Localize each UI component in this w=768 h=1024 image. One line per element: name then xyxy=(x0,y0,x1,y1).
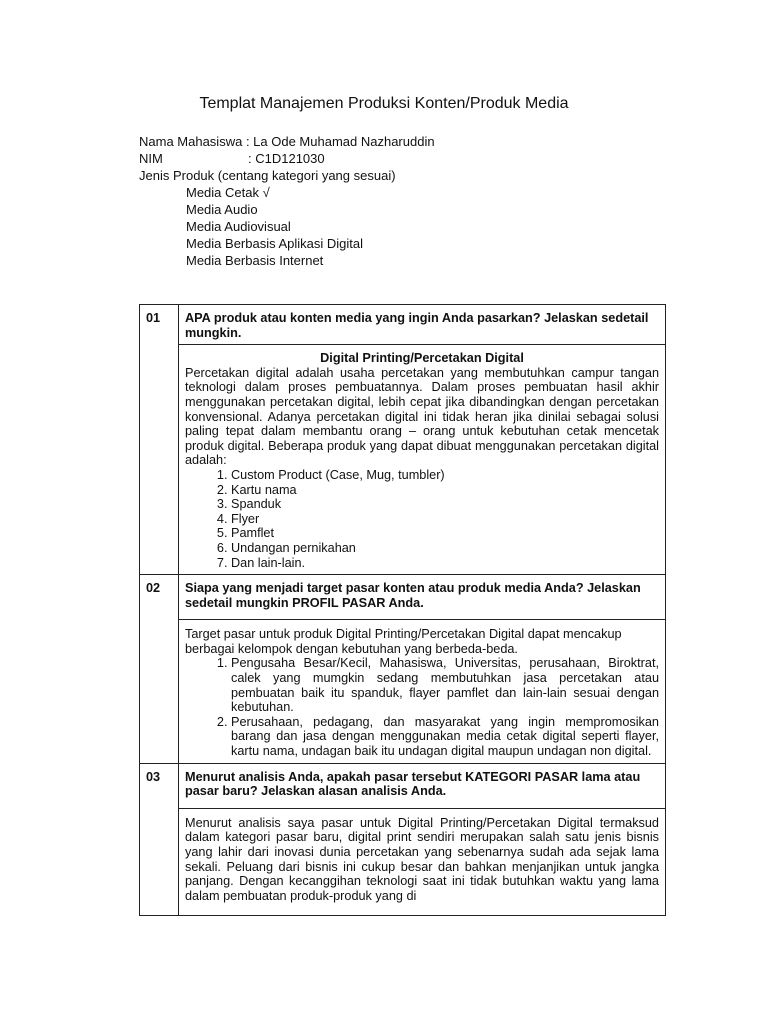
product-list xyxy=(185,468,659,570)
nim-label: NIM xyxy=(139,151,163,166)
list-item: 4. Flyer xyxy=(231,512,659,527)
category-media-cetak: Media Cetak √ xyxy=(186,185,270,200)
section-question: Menurut analisis Anda, apakah pasar tersebut KATEGORI PASAR lama atau pasar baru? Jelaskan alasan analisis Anda. xyxy=(179,763,666,808)
table-row xyxy=(140,763,666,808)
name-label: Nama Mahasiswa xyxy=(139,134,243,149)
list-item: 3. Spanduk xyxy=(231,497,659,512)
category-media-internet: Media Berbasis Internet xyxy=(186,253,324,268)
section-answer xyxy=(179,345,666,575)
table-row xyxy=(140,345,666,575)
template-table xyxy=(139,304,666,916)
nim-value: : C1D121030 xyxy=(248,151,325,166)
list-item: 5. Pamflet xyxy=(231,526,659,541)
nim-row xyxy=(139,150,435,167)
section-answer xyxy=(179,808,666,915)
section-number: 01 xyxy=(140,305,179,575)
document-title: Templat Manajemen Produksi Konten/Produk Media xyxy=(199,95,569,112)
answer-paragraph: Target pasar untuk produk Digital Printing/Percetakan Digital dapat mencakup berbagai kelompok dengan kebutuhan yang berbeda-beda. xyxy=(185,627,622,656)
section-question: Siapa yang menjadi target pasar konten atau produk media Anda? Jelaskan sedetail mungkin PROFIL PASAR Anda. xyxy=(179,575,666,620)
table-row xyxy=(140,305,666,345)
target-market-list xyxy=(185,656,659,758)
answer-paragraph: Percetakan digital adalah usaha percetakan yang membutuhkan campur tangan teknologi dalam proses pembuatannya. Dalam proses pembuatan hasil akhir menggunakan percetakan digital, lebih cepat jika dibandingkan dengan percetakan konvensional. Adanya percetakan digital ini tidak heran jika dinilai sebagai solusi paling tepat dalam membantu orang – orang untuk kebutuhan cetak mencetak produk digital. Beberapa produk yang dapat dibuat menggunakan percetakan digital adalah: xyxy=(185,365,659,468)
name-row xyxy=(139,133,435,150)
section-answer xyxy=(179,620,666,763)
product-type-label: Jenis Produk (centang kategori yang sesuai) xyxy=(139,168,396,183)
answer-heading: Digital Printing/Percetakan Digital xyxy=(320,351,524,366)
table-row xyxy=(140,620,666,763)
section-number: 03 xyxy=(140,763,179,915)
list-item: 2. Perusahaan, pedagang, dan masyarakat yang ingin mempromosikan barang dan jasa dengan menggunakan media cetak digital seperti flayer, kartu nama, undagan baik itu undagan digital maupun undagan non digital. xyxy=(231,715,659,759)
answer-paragraph: Menurut analisis saya pasar untuk Digital Printing/Percetakan Digital termaksud dalam kategori pasar baru, digital print sendiri merupakan salah satu jenis bisnis yang lahir dari inovasi dunia percetakan yang sebenarnya sudah ada sejak lama sekali. Peluang dari bisnis ini cukup besar dan bahkan menjanjikan untuk jangka panjang. Dengan kecanggihan teknologi saat ini tidak butuhkan waktu yang lama dalam pembuatan produk-produk yang di xyxy=(185,815,659,903)
table-row xyxy=(140,575,666,620)
name-value: : La Ode Muhamad Nazharuddin xyxy=(245,134,435,149)
list-item: 1. Pengusaha Besar/Kecil, Mahasiswa, Universitas, perusahaan, Biroktrat, calek yang mumgkin sedang membutuhkan jasa percetakan atau pembuatan baik itu spanduk, flayer pamflet dan lain-lain sesuai dengan kebutuhan. xyxy=(231,656,659,714)
section-question: APA produk atau konten media yang ingin Anda pasarkan? Jelaskan sedetail mungkin. xyxy=(179,305,666,345)
list-item: 7. Dan lain-lain. xyxy=(231,556,659,571)
student-info xyxy=(139,133,435,269)
list-item: 1. Custom Product (Case, Mug, tumbler) xyxy=(231,468,659,483)
category-media-audio: Media Audio xyxy=(186,202,258,217)
section-number: 02 xyxy=(140,575,179,764)
list-item: 2. Kartu nama xyxy=(231,483,659,498)
table-row xyxy=(140,808,666,915)
category-media-audiovisual: Media Audiovisual xyxy=(186,219,291,234)
category-media-aplikasi-digital: Media Berbasis Aplikasi Digital xyxy=(186,236,364,251)
list-item: 6. Undangan pernikahan xyxy=(231,541,659,556)
